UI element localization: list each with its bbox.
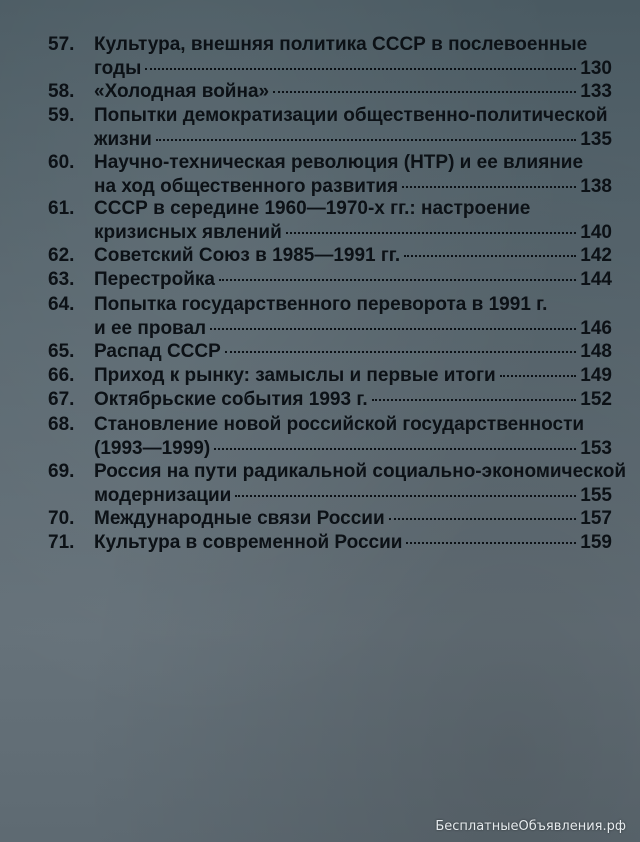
toc-entry-last-line [94,176,612,197]
toc-entry-page: 152 [580,389,612,410]
toc-entry-last-line [94,245,612,266]
site-watermark: БесплатныеОбъявления.рф [435,819,626,834]
dot-leader [145,68,576,70]
toc-entry-title-end: кризисных явлений [94,222,282,243]
toc-entry-page: 159 [580,532,612,553]
toc-entry-number: 66. [48,365,75,386]
toc-entry-title-end: Культура в современной России [94,532,403,553]
toc-entry-page: 153 [580,438,612,459]
toc-entry-title-end: жизни [94,129,152,150]
toc-entry-number: 67. [48,389,75,410]
toc-entry-page: 135 [580,129,612,150]
dot-leader [372,399,577,401]
toc-entry-number: 64. [48,294,75,315]
toc-entry-last-line [94,269,612,290]
dot-leader [219,279,576,281]
toc-entry-number: 69. [48,461,75,482]
toc-entry-last-line [94,365,612,386]
toc-entry-last-line [94,129,612,150]
dot-leader [156,139,577,141]
toc-entry-page: 146 [580,318,612,339]
toc-entry-last-line [94,318,612,339]
toc-entry-last-line [94,58,612,79]
toc-entry-last-line [94,508,612,529]
toc-entry-number: 62. [48,245,75,266]
toc-entry-last-line [94,532,612,553]
toc-entry-title-end: Международные связи России [94,508,385,529]
toc-entry-last-line [94,438,612,459]
dot-leader [389,518,577,520]
dot-leader [214,448,576,450]
toc-entry-title-line: Попытка государственного переворота в 1991 г. [94,294,548,315]
dot-leader [286,232,577,234]
toc-entry-number: 71. [48,532,75,553]
toc-entry-number: 68. [48,414,75,435]
toc-entry-title-end: Приход к рынку: замыслы и первые итоги [94,365,496,386]
toc-entry-page: 130 [580,58,612,79]
toc-entry-page: 148 [580,341,612,362]
toc-entry-page: 149 [580,365,612,386]
dot-leader [273,91,576,93]
dot-leader [404,255,576,257]
toc-entry-number: 57. [48,34,75,55]
toc-entry-number: 60. [48,152,75,173]
dot-leader [406,542,576,544]
toc-entry-title-end: «Холодная война» [94,81,270,102]
toc-entry-page: 144 [580,269,612,290]
toc-entry-last-line [94,81,612,102]
toc-entry-title-line: Становление новой российской государственности [94,414,585,435]
toc-entry-title-line: Научно-техническая революция (НТР) и ее влияние [94,152,584,173]
toc-entry-number: 58. [48,81,75,102]
toc-entry-page: 138 [580,176,612,197]
dot-leader [210,328,576,330]
toc-entry-number: 61. [48,198,75,219]
toc-entry-title-line: Культура, внешняя политика СССР в послевоенные [94,34,588,55]
toc-entry-title-end: и ее провал [94,318,207,339]
toc-entry-number: 65. [48,341,75,362]
toc-entry-title-end: модернизации [94,485,232,506]
toc-entry-title-end: Советский Союз в 1985—1991 гг. [94,245,401,266]
dot-leader [235,495,576,497]
toc-entry-title-end: на ход общественного развития [94,176,399,197]
toc-entry-title-line: СССР в середине 1960—1970-х гг.: настроение [94,198,531,219]
toc-entry-title-end: годы [94,58,142,79]
toc-entry-last-line [94,341,612,362]
dot-leader [402,186,576,188]
toc-entry-number: 63. [48,269,75,290]
toc-entry-number: 59. [48,105,75,126]
toc-entry-title-line: Попытки демократизации общественно-политической [94,105,608,126]
toc-entry-page: 140 [580,222,612,243]
dot-leader [225,351,577,353]
toc-entry-last-line [94,485,612,506]
toc-entry-page: 155 [580,485,612,506]
toc-entry-title-end: Распад СССР [94,341,221,362]
toc-entry-title-end: (1993—1999) [94,438,211,459]
dot-leader [500,375,577,377]
toc-entry-last-line [94,389,612,410]
toc-entry-page: 142 [580,245,612,266]
toc-entry-number: 70. [48,508,75,529]
toc-entry-page: 157 [580,508,612,529]
toc-entry-title-end: Перестройка [94,269,215,290]
toc-entry-title-end: Октябрьские события 1993 г. [94,389,368,410]
toc-entry-page: 133 [580,81,612,102]
toc-entry-title-line: Россия на пути радикальной социально-экономической [94,461,627,482]
toc-entry-last-line [94,222,612,243]
